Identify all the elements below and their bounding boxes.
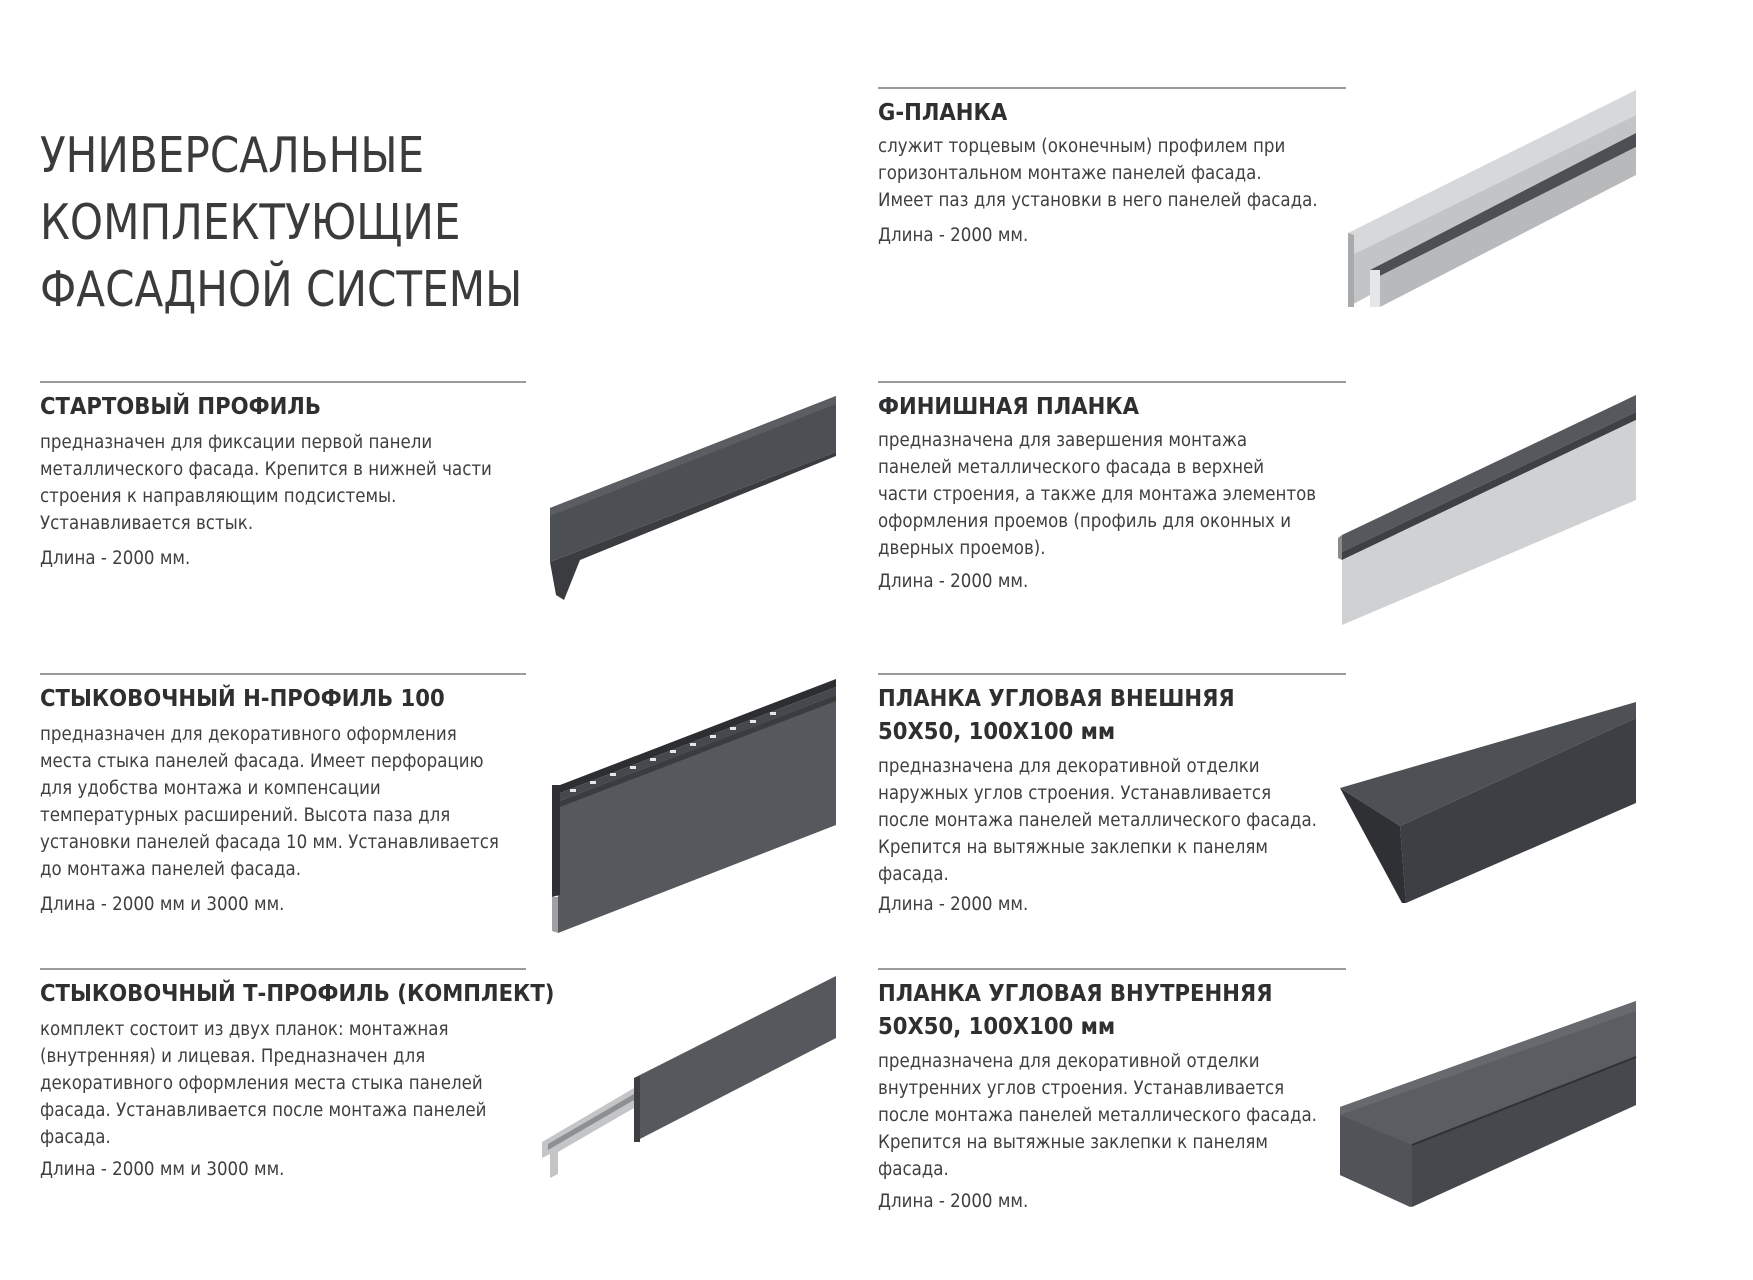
section-description (878, 1048, 1317, 1183)
section-g-planka (878, 87, 1346, 257)
section-outer-corner (878, 673, 1346, 923)
description-line: предназначен для фиксации первой панели (40, 432, 433, 453)
section-length: Длина - 2000 мм. (878, 894, 1029, 915)
section-divider (878, 87, 1346, 89)
section-title-line: ПЛАНКА УГЛОВАЯ ВНУТРЕННЯЯ (878, 981, 1273, 1007)
section-divider (878, 673, 1346, 675)
description-line: наружных углов строения. Устанавливается (878, 783, 1272, 804)
description-line: оформления проемов (профиль для оконных и (878, 511, 1292, 532)
section-length: Длина - 2000 мм и 3000 мм. (40, 894, 285, 915)
section-title-line: G-ПЛАНКА (878, 100, 1008, 126)
description-line: горизонтальном монтаже панелей фасада. (878, 163, 1262, 184)
section-description (40, 721, 499, 883)
t-profile-image (540, 972, 840, 1182)
section-length: Длина - 2000 мм. (40, 548, 191, 569)
section-length: Длина - 2000 мм и 3000 мм. (40, 1159, 285, 1180)
description-line: температурных расширений. Высота паза для (40, 805, 451, 826)
description-line: фасада. (878, 864, 949, 885)
section-h-profile (40, 673, 526, 923)
description-line: строения к направляющим подсистемы. (40, 486, 397, 507)
description-line: после монтажа панелей металлического фасада. (878, 810, 1317, 831)
section-length: Длина - 2000 мм. (878, 1191, 1029, 1212)
description-line: места стыка панелей фасада. Имеет перфорацию (40, 751, 484, 772)
section-title-line: СТЫКОВОЧНЫЙ H-ПРОФИЛЬ 100 (40, 686, 445, 712)
description-line: фасада. (40, 1127, 111, 1148)
section-description (878, 753, 1317, 888)
description-line: декоративного оформления места стыка панелей (40, 1073, 483, 1094)
section-divider (40, 968, 526, 970)
g-planka-image (1340, 85, 1640, 315)
section-inner-corner (878, 968, 1346, 1218)
description-line: предназначена для декоративной отделки (878, 1051, 1260, 1072)
section-title-line: СТАРТОВЫЙ ПРОФИЛЬ (40, 394, 322, 420)
description-line: предназначен для декоративного оформления (40, 724, 457, 745)
description-line: после монтажа панелей металлического фасада. (878, 1105, 1317, 1126)
section-title (878, 978, 1272, 1044)
description-line: комплект состоит из двух планок: монтажная (40, 1019, 449, 1040)
section-divider (40, 673, 526, 675)
description-line: (внутренняя) и лицевая. Предназначен для (40, 1046, 426, 1067)
section-title (878, 683, 1235, 749)
description-line: установки панелей фасада 10 мм. Устанавливается (40, 832, 499, 853)
description-line: металлического фасада. Крепится в нижней части (40, 459, 492, 480)
section-title (40, 978, 554, 1011)
description-line: предназначена для декоративной отделки (878, 756, 1260, 777)
section-description (40, 429, 492, 537)
section-length: Длина - 2000 мм. (878, 225, 1029, 246)
section-description (878, 133, 1318, 214)
section-title-line: ФИНИШНАЯ ПЛАНКА (878, 394, 1140, 420)
section-t-profile (40, 968, 560, 1198)
section-length: Длина - 2000 мм. (878, 571, 1029, 592)
description-line: внутренних углов строения. Устанавливается (878, 1078, 1285, 1099)
description-line: Имеет паз для установки в него панелей фасада. (878, 190, 1318, 211)
section-divider (40, 381, 526, 383)
description-line: Крепится на вытяжные заклепки к панелям (878, 837, 1268, 858)
description-line: фасада. Устанавливается после монтажа панелей (40, 1100, 487, 1121)
description-line: для удобства монтажа и компенсации (40, 778, 381, 799)
start-profile-image (540, 390, 840, 610)
description-line: Крепится на вытяжные заклепки к панелям (878, 1132, 1268, 1153)
section-title-line: ПЛАНКА УГЛОВАЯ ВНЕШНЯЯ (878, 686, 1235, 712)
description-line: до монтажа панелей фасада. (40, 859, 302, 880)
section-title-line: 50Х50, 100Х100 мм (878, 719, 1116, 745)
finish-planka-image (1336, 390, 1642, 630)
inner-corner-image (1336, 995, 1642, 1215)
section-description (40, 1016, 486, 1151)
section-title (878, 97, 1007, 130)
h-profile-image (540, 675, 840, 935)
description-line: фасада. (878, 1159, 949, 1180)
description-line: панелей металлического фасада в верхней (878, 457, 1265, 478)
page-title-line: КОМПЛЕКТУЮЩИЕ (40, 194, 461, 251)
section-finish-planka (878, 381, 1346, 591)
page-title-line: ФАСАДНОЙ СИСТЕМЫ (40, 261, 523, 318)
page-title (40, 122, 522, 323)
description-line: дверных проемов). (878, 538, 1046, 559)
section-start-profile (40, 381, 526, 581)
outer-corner-image (1336, 698, 1642, 908)
description-line: предназначена для завершения монтажа (878, 430, 1248, 451)
description-line: служит торцевым (оконечным) профилем при (878, 136, 1286, 157)
section-title-line: 50Х50, 100Х100 мм (878, 1014, 1116, 1040)
description-line: Устанавливается встык. (40, 513, 254, 534)
section-divider (878, 968, 1346, 970)
page-title-line: УНИВЕРСАЛЬНЫЕ (40, 127, 425, 184)
section-title (40, 391, 321, 424)
section-description (878, 427, 1316, 562)
section-title (878, 391, 1139, 424)
section-divider (878, 381, 1346, 383)
section-title (40, 683, 445, 716)
description-line: части строения, а также для монтажа элементов (878, 484, 1317, 505)
section-title-line: СТЫКОВОЧНЫЙ Т-ПРОФИЛЬ (КОМПЛЕКТ) (40, 981, 555, 1007)
